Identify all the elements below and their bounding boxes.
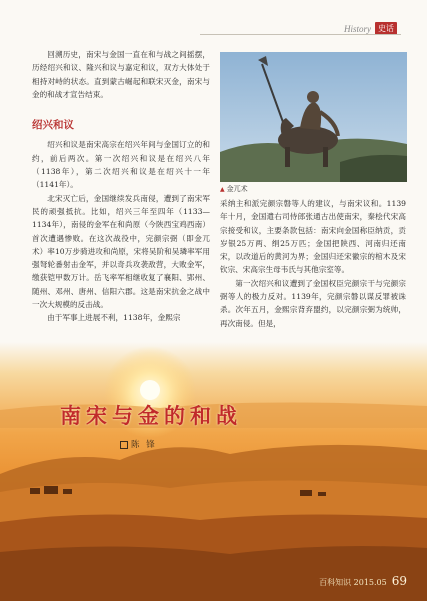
photo-caption-text: 金兀术 [226,185,248,193]
photo-caption [220,184,248,194]
square-icon [120,441,128,449]
author-name: 陈 锋 [131,440,157,450]
paragraph: 第一次绍兴和议遭到了金国权臣完颜宗干与完颜宗弼等人的极力反对。1139年，完颜宗磐以谋反罪被诛杀。次年五月，金熙宗背弃盟约，以完颜宗弼为统帅，再次南侵。但是， [220,278,406,328]
page-number: 69 [391,574,407,588]
section-tag-en: History [344,23,371,34]
statue-photo [220,52,407,182]
page-footer [319,574,407,588]
sunset-banner [0,342,427,601]
journal-name: 百科知识 2015.05 [319,578,387,587]
header-rule [200,34,401,35]
paragraph: 绍兴和议是南宋高宗在绍兴年间与金国订立的和约，前后两次。第一次绍兴和议是在绍兴八年（1138年），第二次绍兴和议是在绍兴十一年（1141年）。 [32,140,210,190]
section-tag-cn: 史话 [375,22,397,35]
article-title: 南宋与金的和战 [60,403,242,428]
paragraph: 北宋灭亡后，金国继续发兵南侵，遭到了南宋军民的顽强抵抗。比如，绍兴三年至四年（1133—1134年），南侵的金军在和尚原（今陕西宝鸡西南）首次遭遇惨败。在这次战役中，完颜宗弼（即金兀术）率10万步骑进攻和尚原，宋将吴阶和吴璘率军用强弩轮番射击金军，并以奇兵攻袭敌营，大败金军，缴获铠甲数万计。岳飞率军相继收复了襄阳、郢州、随州、邓州、唐州、信阳六郡。这是南宋抗金之战中一次大规模的反击战。 [32,193,210,310]
intro-paragraph: 回溯历史，南宋与金国一直在和与战之间摇摆，历经绍兴和议、隆兴和议与嘉定和议，双方大体处于相持对峙的状态。直到蒙古崛起和联宋灭金，南宋与金的和战才宣告结束。 [32,50,210,99]
right-column [220,197,406,330]
paragraph: 由于军事上进展不利，1138年，金熙宗 [47,313,181,323]
triangle-icon: ▲ [220,185,225,193]
left-column [32,48,210,325]
section-heading: 绍兴和议 [32,119,74,132]
article-author [120,438,157,450]
paragraph: 采纳主和派完颜宗磐等人的建议，与南宋议和。1139年十月，金国遣右司侍郎张通古出使南宋，秦桧代宋高宗接受和议，主要条款包括：南宋向金国称臣纳贡，贡岁银25万两、绢25万匹；金国把陕西、河南归还南宋，以改道后的黄河为界；金国归还宋徽宗的棺木及宋钦宗、宋高宗生母韦氏与其他宗室等。 [220,199,406,275]
